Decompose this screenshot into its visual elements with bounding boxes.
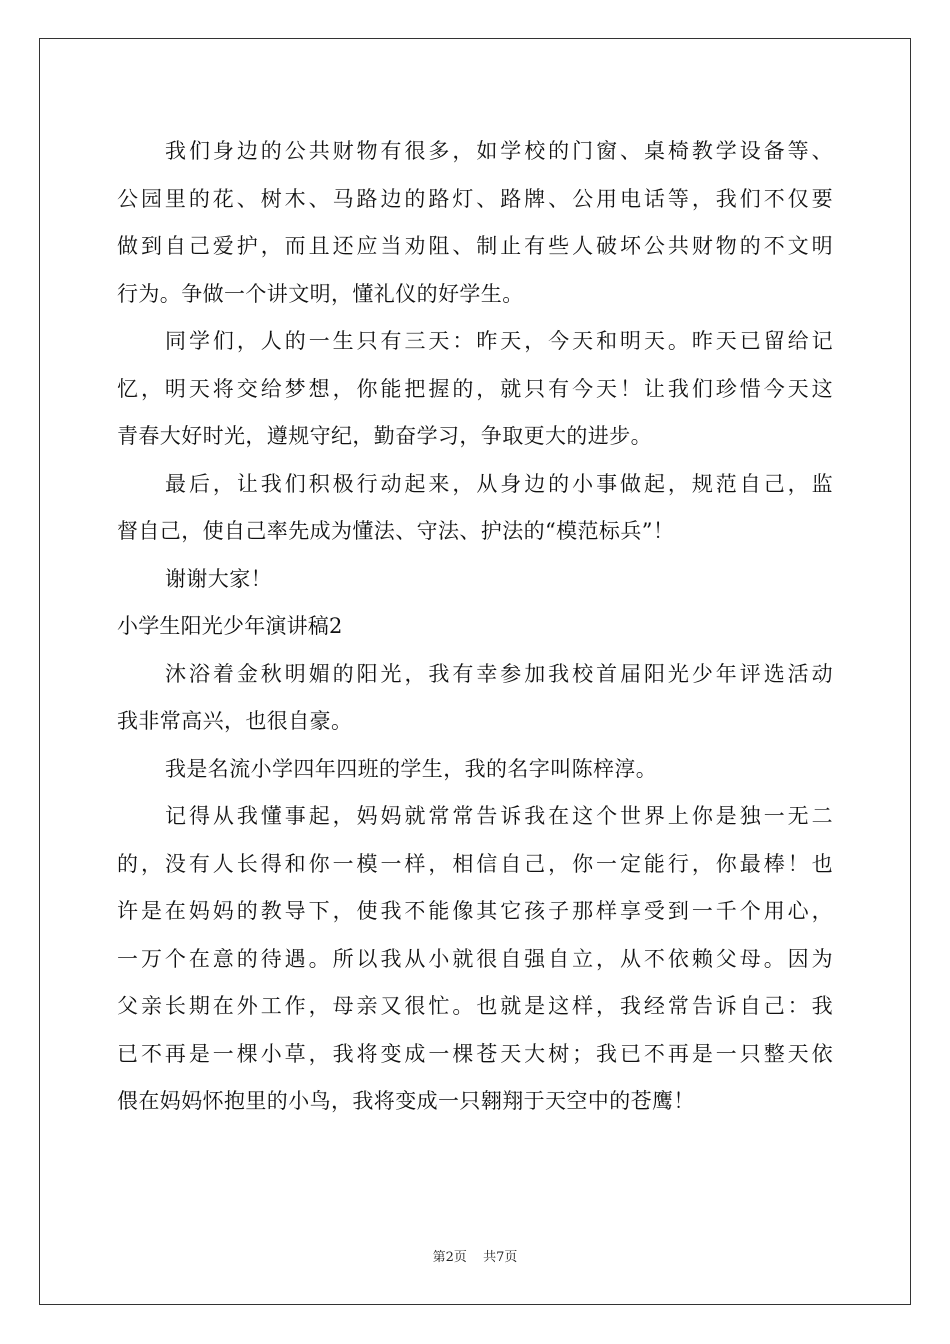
- page-total: 共7页: [483, 1250, 518, 1265]
- text-line: 行为。争做一个讲文明，懂礼仪的好学生。: [117, 281, 524, 306]
- text-line: 记得从我懂事起，妈妈就常常告诉我在这个世界上你是独一无二: [165, 804, 833, 828]
- text-line: 同学们，人的一生只有三天：昨天，今天和明天。昨天已留给记: [165, 329, 833, 353]
- text-line: 做到自己爱护，而且还应当劝阻、制止有些人破坏公共财物的不文明: [117, 234, 833, 258]
- text-line: 忆，明天将交给梦想，你能把握的，就只有今天！让我们珍惜今天这: [117, 376, 833, 401]
- text-line: 沐浴着金秋明媚的阳光，我有幸参加我校首届阳光少年评选活动: [165, 661, 833, 686]
- text-line: 督自己，使自己率先成为懂法、守法、护法的“模范标兵”！: [117, 519, 675, 543]
- text-line: 许是在妈妈的教导下，使我不能像其它孩子那样享受到一千个用心，: [117, 899, 833, 923]
- text-line: 公园里的花、树木、马路边的路灯、路牌、公用电话等，我们不仅要: [117, 186, 833, 211]
- text-line: 青春大好时光，遵规守纪，勤奋学习，争取更大的进步。: [117, 424, 652, 448]
- text-line: 最后，让我们积极行动起来，从身边的小事做起，规范自己，监: [165, 471, 833, 496]
- text-line: 谢谢大家！: [165, 566, 272, 591]
- text-line: 我们身边的公共财物有很多，如学校的门窗、桌椅教学设备等、: [165, 139, 833, 163]
- text-line: 我非常高兴，也很自豪。: [117, 709, 353, 733]
- text-line: 已不再是一棵小草，我将变成一棵苍天大树；我已不再是一只整天依: [117, 1041, 833, 1066]
- text-line: 一万个在意的待遇。所以我从小就很自强自立，从不依赖父母。因为: [117, 946, 833, 971]
- page-footer: [0, 1246, 950, 1265]
- document-body: [117, 128, 833, 1126]
- section-heading: 小学生阳光少年演讲稿2: [117, 614, 343, 638]
- text-line: 我是名流小学四年四班的学生，我的名字叫陈梓淳。: [165, 756, 658, 781]
- text-line: 父亲长期在外工作，母亲又很忙。也就是这样，我经常告诉自己：我: [117, 994, 833, 1018]
- text-line: 偎在妈妈怀抱里的小鸟，我将变成一只翱翔于天空中的苍鹰！: [117, 1089, 695, 1113]
- text-line: 的，没有人长得和你一模一样，相信自己，你一定能行，你最棒！也: [117, 851, 833, 876]
- page-number: 第2页: [432, 1250, 467, 1265]
